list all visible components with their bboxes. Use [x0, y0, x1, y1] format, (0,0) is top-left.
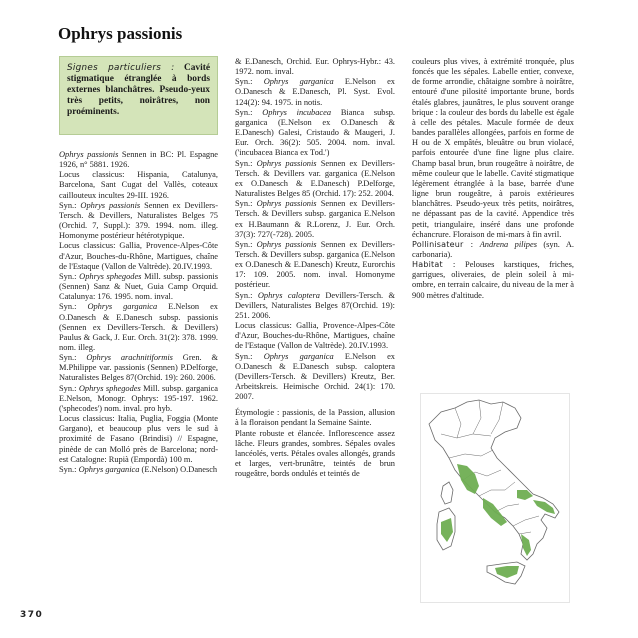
text-column-1 [59, 150, 218, 590]
text-paragraph [59, 201, 218, 242]
field-label: Pollinisateur : [412, 239, 474, 249]
syn-prefix: Syn.: [59, 200, 81, 210]
field-label: Habitat : [412, 260, 456, 270]
taxon-name: Ophrys passionis [256, 199, 317, 209]
paragraph-text: Sennen ex Devillers-Tersch. & Devillers subsp. garganica (E.Nelson ex O.Danesch & E.Danesch) Kreutz, Eurorchis 17: 109. 2005. nom. inval. Homonyme postérieur. [235, 239, 395, 290]
text-paragraph [235, 240, 395, 291]
text-paragraph [235, 199, 395, 240]
text-paragraph [59, 414, 218, 465]
taxon-name: Ophrys passionis [256, 158, 317, 168]
text-paragraph [59, 272, 218, 302]
text-paragraph [59, 170, 218, 200]
text-paragraph [59, 465, 218, 475]
text-paragraph [59, 353, 218, 383]
syn-prefix: Syn.: [235, 158, 257, 168]
syn-prefix: Syn.: [235, 199, 257, 209]
text-paragraph [235, 352, 395, 403]
paragraph-text: Locus classicus: Italia, Puglia, Foggia (Monte Gargano), et beaucoup plus vers le sud à proximité de Fasano (Brindisi) // Espagne, pinède de can Molló près de Barcelona; nord-est Catalogne: Rupià (Empordà) 100 m. [59, 414, 218, 464]
paragraph-text: Gren. & M.Philippe var. passionis (Sennen) P.Delforge, Naturalistes Belges 87(Orchid. 19): 260. 2006. [59, 353, 218, 383]
text-paragraph [235, 57, 395, 77]
text-column-2 [235, 57, 395, 597]
taxon-name: Ophrys caloptera [257, 290, 320, 300]
paragraph-text: (syn. A. carbonaria). [412, 239, 574, 259]
paragraph-text: couleurs plus vives, à extrémité tronquée, plus foncés que les sépales. Labelle entier, convexe, de forme arrondie, châtaigne sombre à noirâtre, entouré d'une pilosité importante brune, bords étalés glabres, jaunâtres, le plus souvent orange brique : la couleur des bords du labelle est égale à celle des pétales. Macule formée de deux bandes parallèles allongées, parfois en forme de H ou de X empâtés, bleuâtre ou brun violacé, parfois entourée d'une fine ligne plus claire. Champ basal brun, brun rougeâtre à noirâtre, de même couleur que le labelle. Cavité stigmatique légèrement étranglée à la base, barrée d'une ligne brun rougeâtre, à parois extérieures blanchâtres. Pseudo-yeux très petits, noirâtres, ne dépassant pas de la cavité. Appendice très petit, triangulaire, inséré dans une profonde échancrure. Floraison de mi-mars à fin avril. [412, 57, 574, 239]
text-paragraph [412, 57, 574, 240]
text-paragraph [235, 291, 395, 321]
paragraph-text: E.Nelson ex O.Danesch & E.Danesch subsp. caloptera (Devillers-Tersch. & Devillers) Kreutz, Ber. Arbeitskreis. Heimische Orchid. 24(1): 170. 2007. [235, 351, 395, 402]
syn-prefix: Syn.: [235, 77, 264, 87]
paragraph-text: & E.Danesch, Orchid. Eur. Ophrys-Hybr.: 43. 1972. nom. inval. [235, 57, 395, 77]
paragraph-text: Sennen ex Devillers-Tersch. & Devillers subsp. garganica E.Nelson ex H.Baumann & R.Lorenz, J. Eur. Orch. 37(3): 727(-728). 2005. [235, 199, 395, 239]
distinguishing-features-box [59, 56, 218, 135]
taxon-name: Andrena pilipes [473, 239, 537, 249]
taxon-name: Ophrys passionis [256, 239, 317, 249]
taxon-name: Ophrys garganica [263, 77, 334, 87]
text-paragraph [412, 240, 574, 260]
text-paragraph [412, 260, 574, 301]
syn-prefix: Syn.: [59, 383, 79, 393]
taxon-name: Ophrys sphegodes [78, 383, 141, 393]
distribution-map [420, 393, 570, 603]
text-column-3 [412, 57, 574, 387]
text-paragraph [235, 408, 395, 428]
distinguishing-features-lead: Signes particuliers : [67, 63, 175, 73]
text-paragraph [235, 429, 395, 480]
paragraph-text: (E.Nelson) O.Danesch [139, 464, 218, 474]
text-paragraph [59, 150, 218, 170]
syn-prefix: Syn.: [59, 353, 87, 363]
page-title: Ophrys passionis [58, 24, 183, 43]
italy-map-svg [421, 394, 569, 602]
text-paragraph [59, 384, 218, 414]
taxon-name: Ophrys garganica [87, 302, 158, 312]
taxon-name: Ophrys passionis [80, 200, 141, 210]
paragraph-text: Locus classicus: Hispania, Catalunya, Barcelona, Sant Cugat del Vallès, coteaux caillouteux incultes 29-III. 1926. [59, 170, 218, 200]
taxon-name: Ophrys incubacea [262, 107, 332, 117]
text-paragraph [235, 321, 395, 351]
paragraph-text: E.Nelson ex O.Danesch & E.Danesch subsp. passionis (Sennen ex Devillers-Tersch. & Devillers) Paulus & Gack, J. Eur. Orch. 31(2): 378. 1999. nom. illeg. [59, 302, 218, 352]
paragraph-text: Sennen ex Devillers-Tersch. & Devillers var. garganica (E.Nelson ex O.Danesch & E.Danesch) P.Delforge, Naturalistes Belges 85 (Orchid. 17): 252. 2004. [235, 158, 395, 199]
paragraph-text: Étymologie : passionis, de la Passion, allusion à la floraison pendant la Semaine Sainte. [235, 408, 395, 428]
text-paragraph [235, 159, 395, 200]
paragraph-text: Devillers-Tersch. & Devillers, Naturalistes Belges 87(Orchid. 19): 251. 2006. [235, 290, 395, 320]
taxon-name: Ophrys garganica [78, 464, 140, 474]
page-number: 370 [20, 610, 44, 620]
paragraph-text: Bianca subsp. garganica (E.Nelson ex O.Danesch & E.Danesch) Galesi, Cristaudo & Maugeri, J. Eur. Orch. 36(2): 505. 2004. nom. inval. ('incubacea Bianca ex Tod.') [235, 107, 395, 158]
paragraph-text: Mill. subsp. garganica E.Nelson, Monogr. Ophrys: 195-197. 1962. ('sphecodes') nom. inval. pro hyb. [59, 383, 218, 413]
syn-prefix: Syn.: [59, 302, 88, 312]
syn-prefix: Syn.: [59, 464, 79, 474]
paragraph-text: Locus classicus: Gallia, Provence-Alpes-Côte d'Azur, Bouches-du-Rhône, Martigues, chaîne de l'Estaque (Vallon de Valtrède). 20.IV.1993. [59, 241, 218, 271]
paragraph-text: E.Nelson ex O.Danesch & E.Danesch, Pl. Syst. Evol. 124(2): 94. 1975. in notis. [235, 77, 395, 107]
paragraph-text: Sennen ex Devillers-Tersch. & Devillers, Naturalistes Belges 75 (Orchid. 7, Suppl.): 379. 1994. nom. illeg. Homonyme postérieur hétérotypique. [59, 200, 218, 241]
text-paragraph [59, 302, 218, 353]
text-paragraph [235, 77, 395, 107]
paragraph-text: Mill. subsp. passionis (Sennen) Sanz & Nuet, Guia Camp Orquid. Catalunya: 176. 1995. nom. inval. [59, 271, 218, 302]
distinguishing-features-text: Cavité stigmatique étranglée à bords externes blanchâtres. Pseudo-yeux très petits, noirâtres, non proéminents. [67, 63, 211, 117]
taxon-name: Ophrys arachnitiformis [86, 353, 173, 363]
taxon-name: Ophrys garganica [263, 351, 334, 361]
syn-prefix: Syn.: [59, 271, 80, 281]
syn-prefix: Syn.: [235, 351, 264, 361]
syn-prefix: Syn.: [235, 107, 263, 117]
paragraph-text: Locus classicus: Gallia, Provence-Alpes-Côte d'Azur, Bouches-du-Rhône, Martigues, chaîne de l'Estaque (Vallon de Valtrède). 20.IV.1993. [235, 321, 395, 351]
paragraph-text: Sennen in BC: Pl. Espagne 1926, n° 5881. 1926. [59, 150, 218, 170]
italy-land [429, 400, 559, 584]
syn-prefix: Syn.: [235, 290, 258, 300]
text-paragraph [59, 241, 218, 271]
syn-prefix: Syn.: [235, 239, 257, 249]
corsica [441, 482, 453, 504]
taxon-name: Ophrys passionis [59, 150, 119, 159]
paragraph-text: Plante robuste et élancée. Inflorescence assez lâche. Fleurs grandes, sombres. Sépales ovales lancéolés, verts. Pétales ovales allongés, grands et larges, vert-brunâtre, teintés de brun rougeâtre, bords ondulés et teintés de [235, 428, 395, 479]
paragraph-text: Pelouses karstiques, friches, garrigues, oliveraies, de plein soleil à mi-ombre, en terrain calcaire, du niveau de la mer à 900 mètres d'altitude. [412, 260, 574, 300]
text-paragraph [235, 108, 395, 159]
taxon-name: Ophrys sphegodes [79, 271, 142, 281]
